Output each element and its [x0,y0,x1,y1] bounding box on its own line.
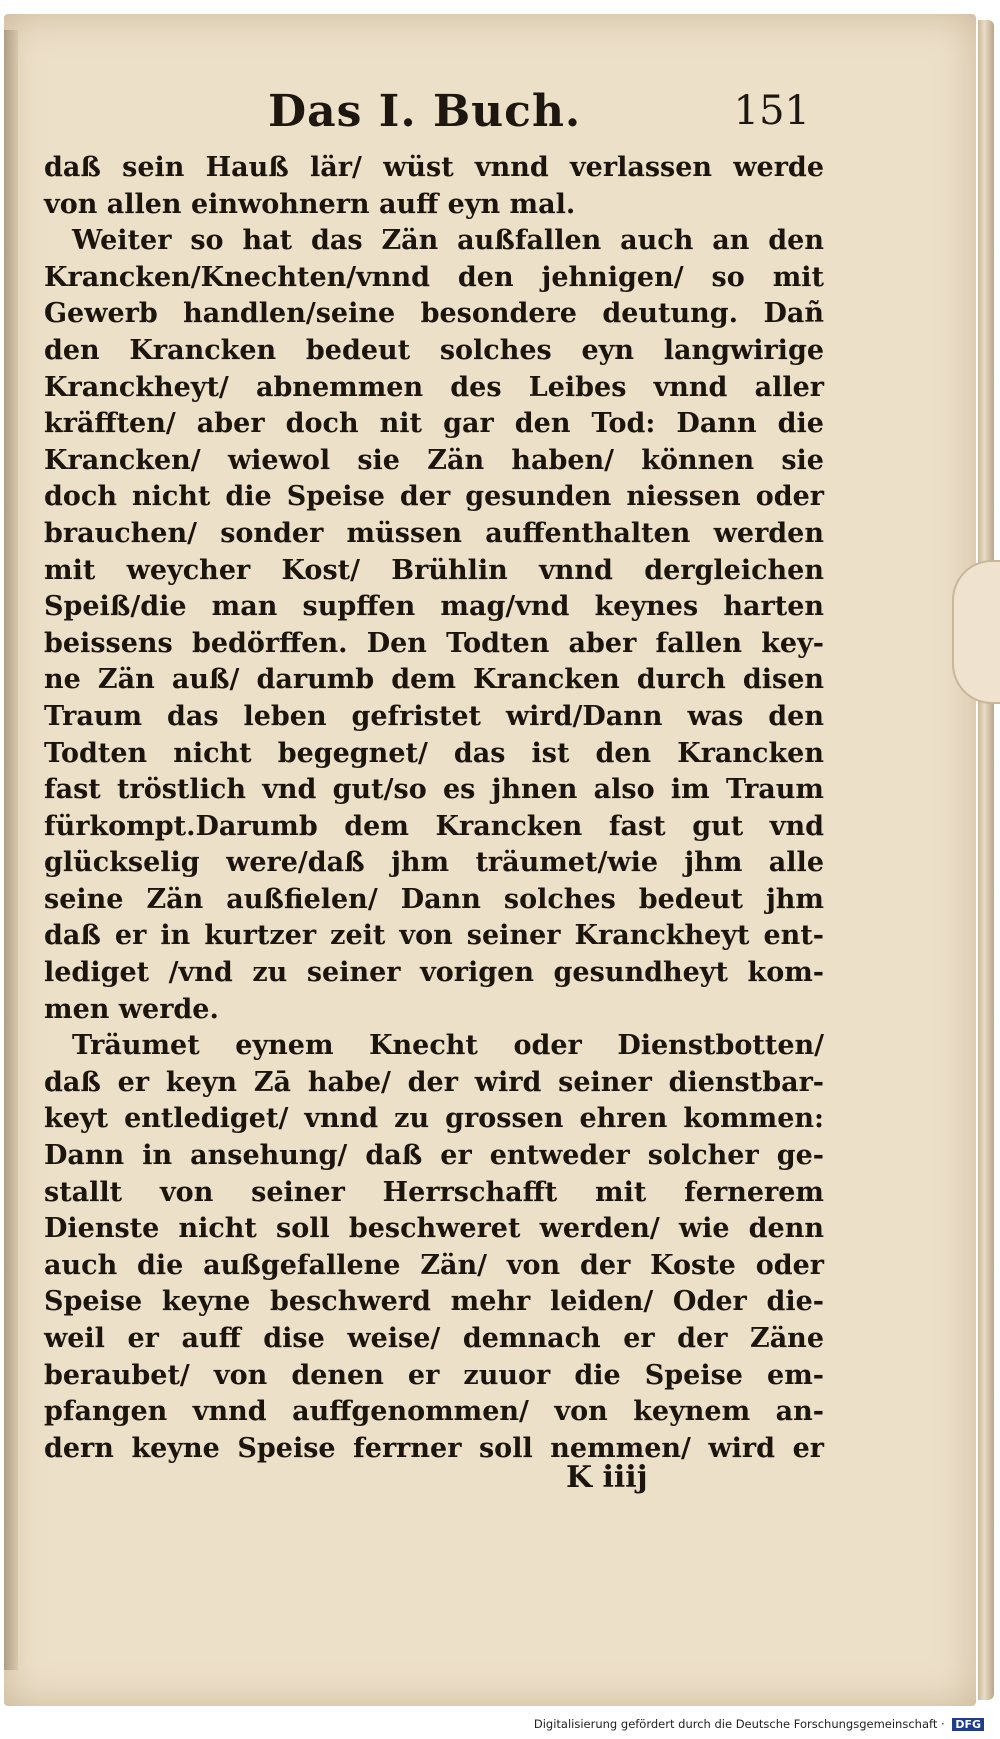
text-line: glückselig were/daß jhm träumet/wie jhm alle [44,847,824,879]
text-line: Weiter so hat das Zän außfallen auch an den [72,225,824,257]
text-line: kräfften/ aber doch nit gar den Tod: Dann die [44,408,824,440]
text-line: lediget /vnd zu seiner vorigen gesundheyt kom- [44,957,824,989]
text-line: keyt entlediget/ vnnd zu grossen ehren kommen: [44,1103,824,1135]
page-edge [978,20,994,1700]
text-line: daß er in kurtzer zeit von seiner Kranckheyt ent- [44,920,824,952]
text-line: brauchen/ sonder müssen auffenthalten werden [44,517,824,549]
text-line: Dienste nicht soll beschweret werden/ wie denn [44,1213,824,1245]
page-number: 151 [733,88,810,134]
text-line: daß sein Hauß lär/ wüst vnnd verlassen werde [44,152,824,183]
text-line: auch die außgefallene Zän/ von der Koste oder [44,1249,824,1281]
text-line: den Krancken bedeut solches eyn langwirige [44,334,824,366]
text-line: Speiß/die man supffen mag/vnd keynes harten [44,591,824,623]
text-line: seine Zän außfielen/ Dann solches bedeut jhm [44,883,824,915]
text-line: Kranckheyt/ abnemmen des Leibes vnnd aller [44,371,824,403]
text-line: Krancken/ wiewol sie Zän haben/ können sie [44,444,824,476]
text-line: weil er auff dise weise/ demnach er der Zäne [44,1323,824,1354]
text-line: beissens bedörffen. Den Todten aber fallen key- [44,627,824,659]
text-line: dern keyne Speise ferrner soll nemmen/ wird er [44,1432,824,1464]
text-line: stallt von seiner Herrschafft mit fernerem [44,1176,824,1208]
text-line: Todten nicht begegnet/ das ist den Krancken [44,737,824,769]
text-line: daß er keyn Zā habe/ der wird seiner dienstbar- [44,1066,824,1098]
text-line: mit weycher Kost/ Brühlin vnnd dergleichen [44,554,824,586]
running-title: Das I. Buch. [268,86,582,137]
text-line: Träumet eynem Knecht oder Dienstbotten/ [72,1030,824,1062]
text-line: von allen einwohnern auff eyn mal. [44,188,576,220]
text-line: doch nicht die Speise der gesunden niessen oder [44,481,824,513]
page-gutter [4,30,18,1670]
text-line: ne Zän auß/ darumb dem Krancken durch disen [44,664,824,696]
digitization-credit [534,1717,984,1731]
text-line: fürkompt.Darumb dem Krancken fast gut vnd [44,810,824,842]
body-text [44,150,824,1467]
page-header [240,86,810,146]
text-line: Traum das leben gefristet wird/Dann was den [44,700,824,732]
text-line: beraubet/ von denen er zuuor die Speise em- [44,1359,824,1391]
text-line: fast tröstlich vnd gut/so es jhnen also im Traum [44,774,824,806]
signature-mark: K iiij [566,1460,648,1495]
dfg-logo[interactable]: DFG [952,1718,984,1731]
text-line: Dann in ansehung/ daß er entweder solcher ge- [44,1140,824,1172]
text-line: men werde. [44,993,219,1025]
text-line: Gewerb handlen/seine besondere deutung. Dañ [44,298,824,330]
text-line: pfangen vnnd auffgenommen/ von keynem an- [44,1396,824,1428]
text-line: Krancken/Knechten/vnnd den jehnigen/ so mit [44,261,824,293]
text-line: Speise keyne beschwerd mehr leiden/ Oder die- [44,1286,824,1318]
page-tab-marker [952,560,1000,704]
credit-text: Digitalisierung gefördert durch die Deutsche Forschungsgemeinschaft · [533,1717,945,1731]
